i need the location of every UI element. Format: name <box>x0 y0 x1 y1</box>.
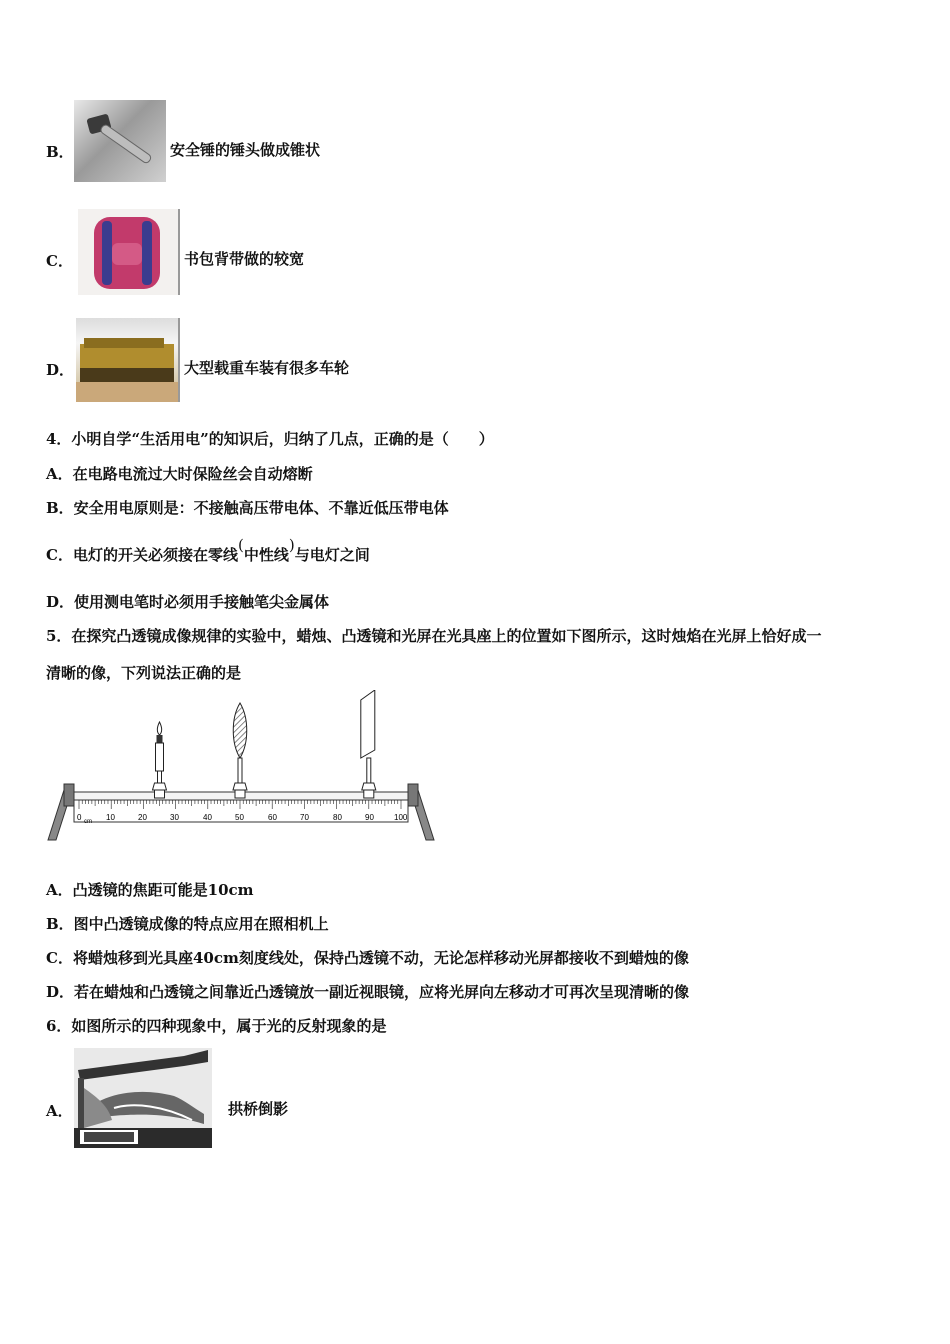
tick-label: 30 <box>170 813 179 822</box>
question-6-option-a-text: 拱桥倒影 <box>228 1100 289 1118</box>
left-end-block <box>64 784 74 806</box>
question-6-option-a-label: A． <box>46 1102 73 1120</box>
tick-label: 80 <box>333 813 342 822</box>
tick-label: 20 <box>138 813 147 822</box>
option-c-label: C． <box>46 252 73 270</box>
option-b-label: B． <box>46 143 74 161</box>
tick-label: 60 <box>268 813 277 822</box>
question-5-option-b: B．图中凸透镜成像的特点应用在照相机上 <box>46 915 329 933</box>
tick-label: 70 <box>300 813 309 822</box>
question-6-stem: 6．如图所示的四种现象中，属于光的反射现象的是 <box>46 1017 387 1035</box>
option-b-text: 安全锤的锤头做成锥状 <box>170 141 321 159</box>
candle <box>153 722 167 798</box>
question-5-option-a: A．凸透镜的焦距可能是10cm <box>46 881 254 899</box>
question-4-option-c-text: C．电灯的开关必须接在零线 <box>46 546 238 564</box>
convex-lens <box>233 703 247 798</box>
hammer-photo-icon <box>74 100 166 182</box>
question-5-stem-line2: 清晰的像，下列说法正确的是 <box>46 664 242 682</box>
paren-open: ( <box>237 536 244 554</box>
option-c-text: 书包背带做的较宽 <box>184 250 305 268</box>
truck-photo-icon <box>76 318 180 402</box>
question-5-stem-line1: 5．在探究凸透镜成像规律的实验中，蜡烛、凸透镜和光屏在光具座上的位置如下图所示，这时烛焰在光屏上恰好成一 <box>46 627 822 645</box>
bridge-photo-icon <box>74 1048 212 1148</box>
backpack-photo-icon <box>78 209 180 295</box>
question-4-option-c-tail: 与电灯之间 <box>294 546 370 564</box>
tick-label: 40 <box>203 813 212 822</box>
tick-label: 0 <box>77 813 82 822</box>
question-5-option-c: C．将蜡烛移到光具座40cm刻度线处，保持凸透镜不动，无论怎样移动光屏都接收不到蜡烛的像 <box>46 949 689 967</box>
tick-label: 50 <box>235 813 244 822</box>
question-4-option-c-paren: 中性线 <box>243 546 289 564</box>
question-4-option-c <box>46 536 370 565</box>
unit-label: cm <box>84 819 92 825</box>
optical-bench-diagram <box>44 690 436 845</box>
tick-label: 90 <box>365 813 374 822</box>
question-4-option-d: D．使用测电笔时必须用手接触笔尖金属体 <box>46 593 330 611</box>
right-end-block <box>408 784 418 806</box>
light-screen <box>361 690 376 798</box>
question-4-option-a: A．在电路电流过大时保险丝会自动熔断 <box>46 465 313 483</box>
tick-label: 100 <box>394 813 408 822</box>
question-4-option-b: B．安全用电原则是：不接触高压带电体、不靠近低压带电体 <box>46 499 449 517</box>
tick-label: 10 <box>106 813 115 822</box>
question-4-stem: 4．小明自学“生活用电”的知识后，归纳了几点，正确的是（ ） <box>46 430 494 448</box>
option-d-text: 大型载重车装有很多车轮 <box>184 359 350 377</box>
paren-close: ) <box>288 536 295 554</box>
option-d-label: D． <box>46 361 75 379</box>
question-5-option-d: D．若在蜡烛和凸透镜之间靠近凸透镜放一副近视眼镜，应将光屏向左移动才可再次呈现清晰的像 <box>46 983 690 1001</box>
